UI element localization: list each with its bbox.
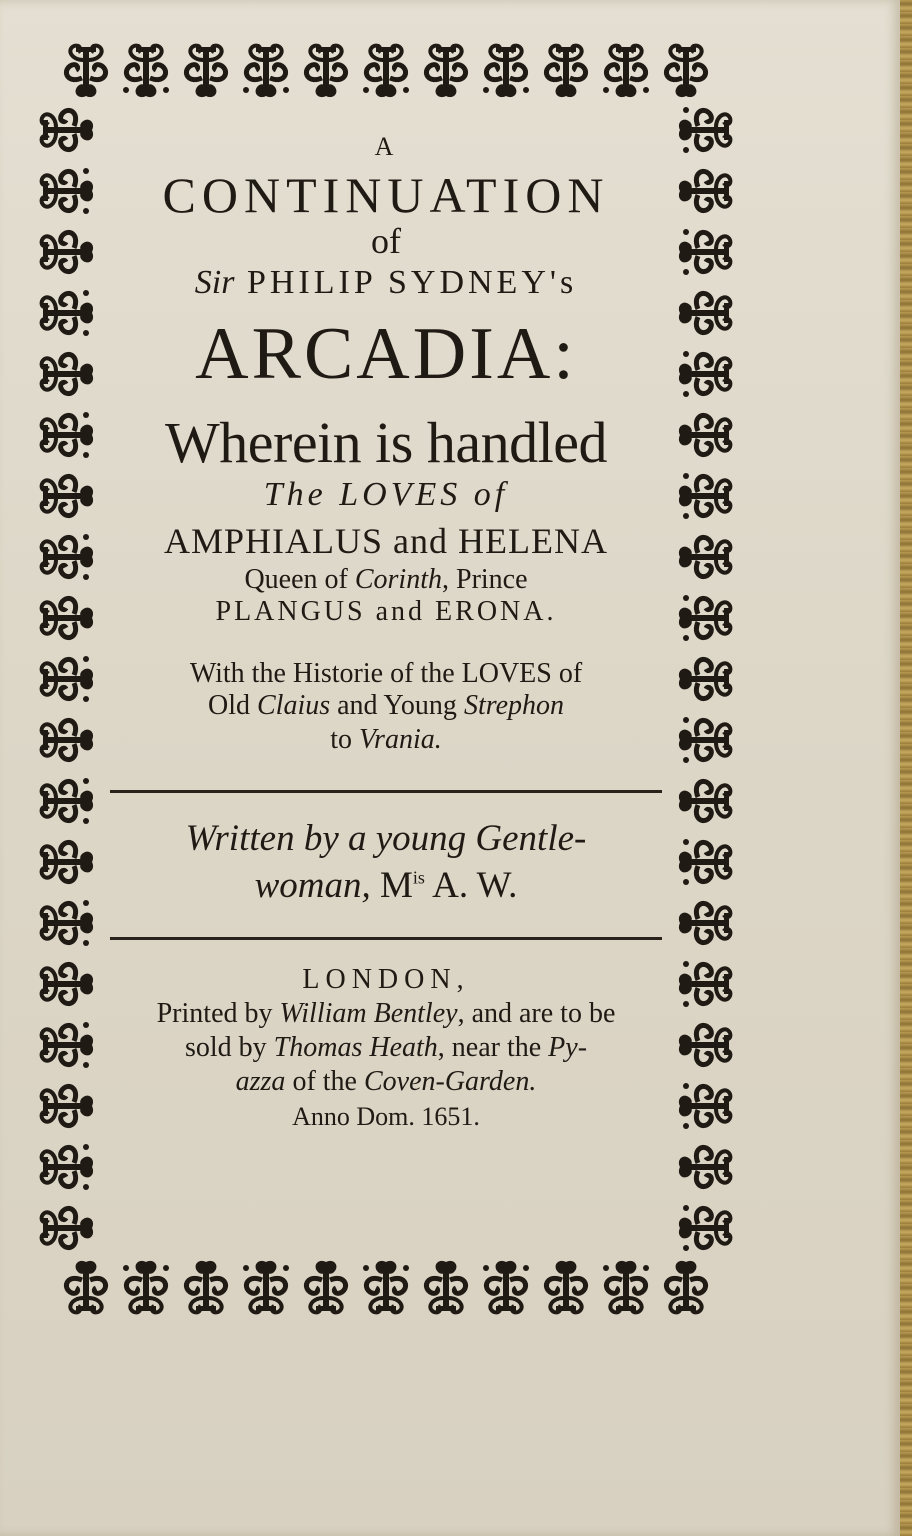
pyazza-end: azza (235, 1066, 286, 1097)
author-initials: A. W. (432, 865, 518, 906)
printed-by-suffix: , and are to be (457, 998, 616, 1029)
fleuron-icon (186, 46, 225, 97)
plangus-line: PLANGUS and ERONA. (215, 596, 557, 627)
fleuron-icon (426, 1261, 465, 1312)
title-continuation: CONTINUATION (162, 167, 610, 223)
fleuron-icon (42, 1208, 93, 1247)
fleuron-icon (679, 903, 730, 942)
pyazza-start: Py- (548, 1032, 588, 1063)
fleuron-icon (42, 656, 93, 702)
queen-line (102, 564, 670, 596)
fleuron-icon (679, 229, 730, 275)
the-loves-word: LOVES (339, 476, 462, 513)
written-by-line-2 (102, 864, 670, 907)
fleuron-icon (66, 46, 105, 97)
fleuron-icon (679, 473, 730, 519)
ornamental-border (30, 30, 742, 1328)
urania-line (102, 724, 670, 756)
fleuron-icon (679, 595, 730, 641)
divider-rule-bottom (110, 937, 662, 940)
sold-by-prefix: sold by (184, 1032, 267, 1063)
fleuron-icon (679, 537, 730, 576)
claius-line (102, 690, 670, 722)
divider-rule-top (110, 790, 662, 793)
fleuron-icon (42, 534, 93, 580)
title-text-block (102, 130, 670, 1132)
printed-by-prefix: Printed by (156, 998, 273, 1029)
printer-name: William Bentley (279, 998, 458, 1029)
imprint-city: LONDON, (302, 964, 470, 995)
fleuron-icon (66, 1261, 105, 1312)
near-the-text: , near the (437, 1032, 542, 1063)
the-loves-suffix: of (473, 476, 509, 513)
historie-line: With the Historie of the LOVES of (189, 658, 583, 689)
fleuron-icon (679, 351, 730, 397)
philip-sydney-name: PHILIP SYDNEY's (246, 264, 578, 301)
fleuron-icon (426, 46, 465, 97)
imprint-date: Anno Dom. 1651. (292, 1102, 480, 1131)
old-prefix: Old (207, 690, 250, 721)
fleuron-icon (306, 46, 345, 97)
claius-name: Claius (256, 690, 331, 721)
fleuron-icon (42, 354, 93, 393)
fleuron-icon (679, 659, 730, 698)
fleuron-icon (42, 168, 93, 214)
title-arcadia: ARCADIA: (195, 313, 577, 395)
fleuron-icon (42, 900, 93, 946)
imprint-line-2 (102, 1032, 670, 1064)
fleuron-icon (42, 290, 93, 336)
coven-garden: Coven-Garden. (363, 1066, 537, 1097)
fleuron-icon (363, 46, 409, 97)
fleuron-icon (679, 107, 730, 153)
amphialus-line: AMPHIALUS and HELENA (164, 521, 608, 561)
fleuron-icon (123, 46, 169, 97)
queen-prefix: Queen of (244, 564, 348, 595)
mrs-abbrev: M (379, 865, 413, 906)
title-article: A (374, 132, 398, 161)
bookseller-name: Thomas Heath (273, 1032, 438, 1063)
woman-word: woman, (254, 865, 371, 906)
fleuron-icon (679, 1147, 730, 1186)
fleuron-icon (42, 842, 93, 881)
old-mid: and Young (337, 690, 457, 721)
fleuron-icon (42, 1144, 93, 1190)
fleuron-icon (679, 171, 730, 210)
fleuron-icon (666, 46, 705, 97)
the-loves-prefix: The (263, 476, 327, 513)
fleuron-icon (679, 1025, 730, 1064)
fleuron-icon (679, 1083, 730, 1129)
fleuron-icon (243, 1261, 289, 1312)
fleuron-icon (123, 1261, 169, 1312)
fleuron-icon (42, 476, 93, 515)
fleuron-icon (42, 1022, 93, 1068)
fleuron-icon (679, 293, 730, 332)
urania-name: Vrania. (359, 724, 442, 755)
fleuron-icon (186, 1261, 225, 1312)
fleuron-icon (42, 110, 93, 149)
fleuron-icon (42, 1086, 93, 1125)
fleuron-icon (679, 1205, 730, 1251)
fleuron-icon (679, 961, 730, 1007)
fleuron-icon (42, 964, 93, 1003)
title-of: of (371, 221, 401, 261)
fleuron-icon (363, 1261, 409, 1312)
imprint-line-3 (102, 1066, 670, 1098)
of-the-text: of the (292, 1066, 357, 1097)
queen-suffix: , Prince (442, 564, 528, 595)
fleuron-icon (603, 1261, 649, 1312)
fleuron-icon (603, 46, 649, 97)
written-by-line-1: Written by a young Gentle- (185, 818, 587, 859)
to-prefix: to (330, 724, 353, 755)
fleuron-icon (546, 46, 585, 97)
wherein-line: Wherein is handled (165, 410, 607, 475)
fleuron-icon (483, 1261, 529, 1312)
fleuron-icon (42, 412, 93, 458)
sir-label: Sir (194, 264, 235, 301)
title-author-line (102, 264, 670, 302)
fleuron-icon (42, 232, 93, 271)
fleuron-icon (42, 598, 93, 637)
fleuron-icon (243, 46, 289, 97)
fleuron-icon (306, 1261, 345, 1312)
gilt-page-edge (900, 0, 912, 1536)
fleuron-icon (42, 778, 93, 824)
mrs-superscript: is (412, 867, 425, 888)
the-loves-line (102, 476, 670, 514)
imprint-line-1 (102, 998, 670, 1030)
fleuron-icon (679, 717, 730, 763)
corinth-name: Corinth (354, 564, 442, 595)
strephon-name: Strephon (463, 690, 565, 721)
fleuron-icon (679, 839, 730, 885)
fleuron-icon (679, 415, 730, 454)
fleuron-icon (483, 46, 529, 97)
fleuron-icon (546, 1261, 585, 1312)
fleuron-icon (666, 1261, 705, 1312)
fleuron-icon (679, 781, 730, 820)
fleuron-icon (42, 720, 93, 759)
